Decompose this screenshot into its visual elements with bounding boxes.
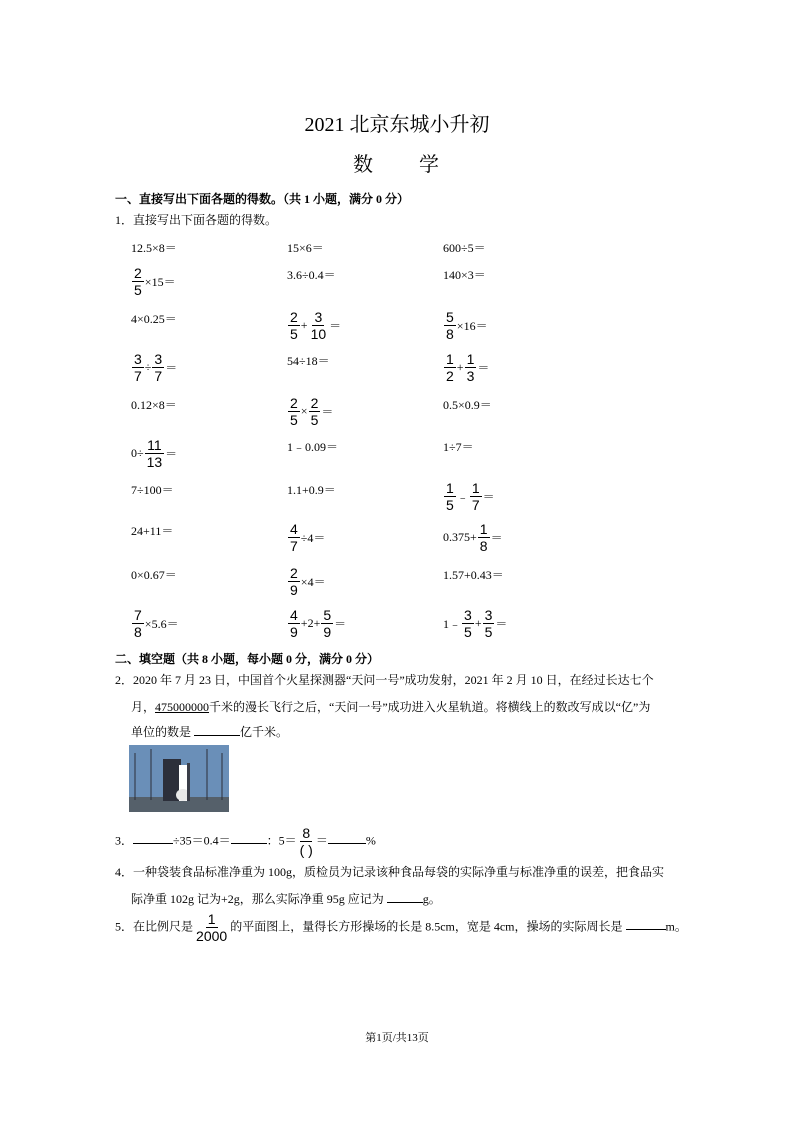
denominator: 2000 (196, 928, 228, 944)
numerator: 3 (134, 351, 142, 367)
question-2-line-2 (131, 698, 650, 715)
text-segment: ÷35＝0.4＝ (173, 833, 231, 848)
text-segment: g。 (422, 892, 441, 906)
fraction (309, 310, 329, 341)
text-segment: 千米的漫长飞行之后，“天问一号”成功进入火星轨道。将横线上的数改写成以“亿”为 (209, 700, 651, 714)
answer-blank[interactable] (328, 831, 366, 844)
fraction (298, 826, 315, 857)
denominator: 7 (471, 497, 480, 513)
expr-tail: ＝ (495, 617, 508, 631)
question-4-line-2 (131, 890, 441, 907)
operator: × (300, 404, 308, 418)
text-segment: ：5＝ (266, 833, 297, 848)
numerator: 2 (290, 565, 298, 581)
operator: + (300, 318, 308, 332)
expr-r10c3 (443, 608, 507, 639)
expr-r9c3: 1.57+0.43＝ (443, 568, 504, 582)
fraction (444, 310, 456, 341)
denominator: 5 (134, 282, 142, 298)
expr-tail: ＝ (477, 361, 490, 375)
subject-char-2: 学 (419, 154, 441, 176)
subject-char-1: 数 (353, 154, 375, 176)
fraction (145, 438, 165, 469)
expr-r3c1: 4×0.25＝ (131, 312, 177, 326)
expr-r7c1: 7÷100＝ (131, 483, 174, 497)
fraction (288, 310, 300, 341)
section-heading-1: 一、直接写出下面各题的得数。（共 1 小题，满分 0 分） (115, 192, 410, 206)
denominator: 7 (154, 368, 163, 384)
question-number: 4． (115, 865, 134, 879)
question-2 (115, 667, 654, 693)
denominator: 10 (310, 326, 327, 342)
fraction (132, 352, 144, 383)
answer-blank[interactable] (231, 831, 267, 844)
denominator: 8 (134, 624, 142, 640)
fraction (288, 396, 300, 427)
question-1 (115, 207, 277, 233)
numerator: 5 (323, 607, 332, 623)
expr-head: 0÷ (131, 446, 144, 460)
expr-r6c2: 1﹣0.09＝ (287, 440, 339, 454)
numerator: 1 (479, 521, 488, 537)
text-segment: m。 (665, 919, 687, 934)
numerator: 2 (134, 265, 142, 281)
question-2-line-3 (131, 723, 288, 740)
expr-tail: ＝ (165, 447, 178, 461)
text-segment: 亿千米。 (240, 725, 289, 739)
fraction (483, 608, 495, 639)
denominator: 8 (479, 538, 488, 554)
expr-r1c1: 12.5×8＝ (131, 241, 177, 255)
expr-tail: ×16＝ (456, 319, 488, 333)
question-4 (115, 859, 664, 885)
question-text: 直接写出下面各题的得数。 (133, 213, 278, 227)
expr-r5c2 (287, 396, 333, 427)
denominator: 9 (323, 624, 332, 640)
numerator: 7 (134, 607, 142, 623)
denominator: 5 (290, 326, 298, 342)
answer-blank[interactable] (387, 890, 423, 903)
fraction (309, 396, 321, 427)
fraction (462, 608, 474, 639)
operator: ÷ (144, 360, 152, 374)
denominator: 5 (464, 624, 472, 640)
text-segment: 的平面图上，量得长方形操场的长是 8.5cm，宽是 4cm，操场的实际周长是 (230, 919, 626, 934)
fraction (132, 608, 144, 639)
fraction (470, 481, 482, 512)
denominator: 9 (290, 582, 298, 598)
fraction (444, 352, 456, 383)
question-5 (115, 912, 687, 943)
fraction (288, 566, 300, 597)
expr-r7c2: 1.1+0.9＝ (287, 483, 336, 497)
denominator: 5 (310, 412, 319, 428)
question-number: 5． (115, 919, 134, 934)
numerator: 1 (446, 480, 454, 496)
denominator: ( ) (299, 842, 313, 858)
expr-head: 1﹣ (443, 617, 462, 631)
expr-r4c2: 54÷18＝ (287, 354, 330, 368)
denominator: 5 (446, 497, 454, 513)
expr-tail: ＝ (165, 361, 178, 375)
denominator: 7 (290, 538, 298, 554)
expr-tail: ×4＝ (300, 575, 326, 589)
page-number: 第1页/共13页 (365, 1032, 429, 1044)
denominator: 5 (290, 412, 298, 428)
expr-tail: ＝ (321, 405, 334, 419)
expr-r1c3: 600÷5＝ (443, 241, 486, 255)
text-segment: ＝ (315, 833, 328, 848)
numerator: 1 (466, 351, 475, 367)
expr-tail: ×5.6＝ (144, 617, 179, 631)
operator: + (456, 360, 464, 374)
expr-r2c3: 140×3＝ (443, 268, 486, 282)
answer-blank[interactable] (626, 917, 666, 930)
expr-r7c3 (443, 481, 495, 512)
numerator: 4 (290, 607, 298, 623)
numerator: 3 (314, 309, 323, 325)
denominator: 7 (134, 368, 142, 384)
fraction (465, 352, 477, 383)
question-3 (115, 826, 376, 857)
question-line-1: 一种袋装食品标准净重为 100g，质检员为记录该种食品每袋的实际净重与标准净重的误差，把食品实 (133, 865, 665, 879)
expr-r3c3 (443, 310, 488, 341)
text-segment: 际净重 102g 记为+2g，那么实际净重 95g 应记为 (131, 892, 387, 906)
denominator: 2 (446, 368, 454, 384)
denominator: 5 (484, 624, 493, 640)
text-segment: 单位的数是 (131, 725, 195, 739)
underlined-number: 475000000 (155, 700, 210, 714)
expr-r10c2 (287, 608, 346, 639)
numerator: 2 (310, 395, 319, 411)
text-segment: 在比例尺是 (133, 919, 194, 934)
expr-r2c1 (131, 266, 176, 297)
numerator: 11 (147, 437, 162, 453)
rocket-launch-illustration (129, 745, 229, 812)
expr-r8c1: 24+11＝ (131, 524, 174, 538)
answer-blank[interactable] (133, 831, 173, 844)
text-segment: 月， (131, 700, 156, 714)
denominator: 3 (466, 368, 475, 384)
text-segment: % (365, 833, 376, 848)
fraction (288, 608, 300, 639)
numerator: 4 (290, 521, 298, 537)
expr-r5c3: 0.5×0.9＝ (443, 398, 492, 412)
expr-r5c1: 0.12×8＝ (131, 398, 177, 412)
scale-fraction (194, 912, 229, 943)
expr-r4c3 (443, 352, 489, 383)
expr-tail: ＝ (334, 617, 347, 631)
answer-blank[interactable] (194, 723, 240, 736)
expr-r6c3: 1÷7＝ (443, 440, 474, 454)
expr-r9c1: 0×0.67＝ (131, 568, 177, 582)
fraction (152, 352, 164, 383)
expr-r8c2 (287, 522, 325, 553)
fraction (288, 522, 300, 553)
fraction (321, 608, 333, 639)
operator: ﹣ (456, 490, 469, 504)
expr-r8c3 (443, 522, 503, 553)
denominator: 9 (290, 624, 298, 640)
numerator: 5 (446, 309, 454, 325)
question-number: 2． (115, 673, 134, 687)
numerator: 3 (154, 351, 163, 367)
expr-r6c1 (131, 438, 177, 469)
page-title: 2021 北京东城小升初 (304, 114, 490, 136)
fraction (444, 481, 456, 512)
numerator: 1 (207, 911, 216, 927)
numerator: 8 (302, 825, 311, 841)
expr-r1c2: 15×6＝ (287, 241, 324, 255)
section-heading-2: 二、填空题（共 8 小题，每小题 0 分，满分 0 分） (115, 652, 380, 666)
expr-head: 0.375+ (443, 530, 477, 544)
numerator: 3 (464, 607, 472, 623)
fraction (132, 266, 144, 297)
fraction (478, 522, 490, 553)
expr-tail: ÷4＝ (300, 531, 326, 545)
question-number: 3． (115, 833, 134, 848)
subject-title (0, 148, 794, 177)
numerator: 3 (484, 607, 493, 623)
denominator: 13 (146, 454, 163, 470)
expr-r9c2 (287, 566, 326, 597)
expr-r4c1 (131, 352, 177, 383)
expr-r10c1 (131, 608, 179, 639)
expr-tail: ×15＝ (144, 275, 176, 289)
numerator: 1 (446, 351, 454, 367)
expr-r3c2 (287, 310, 341, 341)
numerator: 1 (471, 480, 480, 496)
expr-r2c2: 3.6÷0.4＝ (287, 268, 336, 282)
expr-tail: ＝ (490, 531, 503, 545)
question-line-1: 2020 年 7 月 23 日，中国首个火星探测器“天问一号”成功发射，2021 年 2 月 10 日，在经过长达七个 (133, 673, 654, 687)
numerator: 2 (290, 395, 298, 411)
expr-middle: +2+ (300, 616, 321, 630)
denominator: 8 (446, 326, 454, 342)
operator: + (474, 616, 482, 630)
question-number: 1． (115, 213, 134, 227)
rocket-launch-photo (129, 745, 229, 812)
expr-tail: ＝ (482, 490, 495, 504)
expr-tail: ＝ (329, 319, 342, 333)
numerator: 2 (290, 309, 298, 325)
